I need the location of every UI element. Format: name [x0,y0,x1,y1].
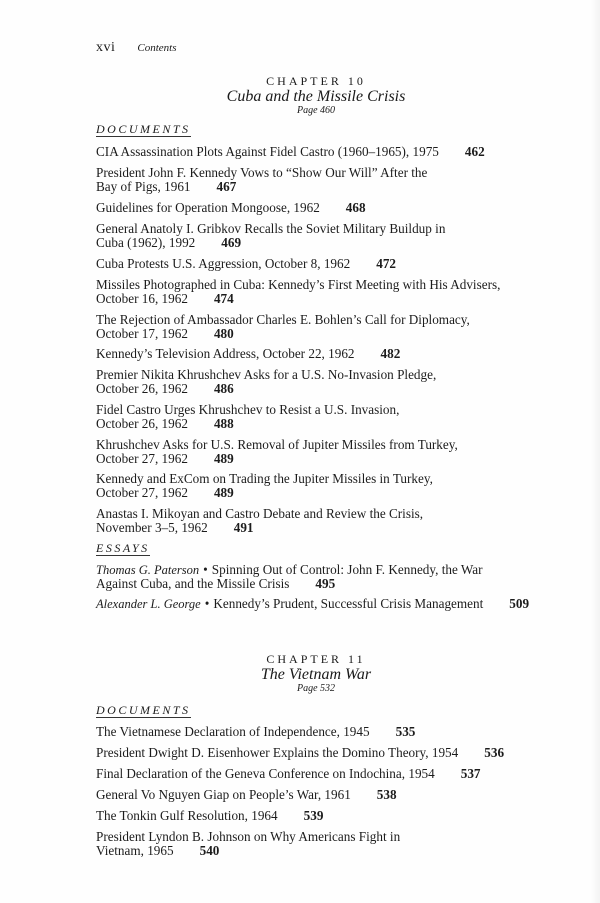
essay-author: Alexander L. George [96,597,201,611]
chapter-10-heading [96,74,536,117]
toc-entry[interactable]: Final Declaration of the Geneva Conference on Indochina, 1954 537 [96,766,481,781]
chapter-label: CHAPTER 10 [266,74,366,88]
bullet-separator: • [204,596,210,611]
toc-entry[interactable]: The Tonkin Gulf Resolution, 1964 539 [96,808,324,823]
running-head [96,40,177,56]
chapter-start-page: Page 460 [296,105,336,116]
page-number: 491 [233,520,254,535]
chapter-label: CHAPTER 11 [266,652,366,666]
toc-entry[interactable]: General Vo Nguyen Giap on People’s War, 1961 538 [96,787,397,802]
page-number: 486 [213,381,234,396]
essay-entry[interactable]: Thomas G. Paterson • Spinning Out of Control: John F. Kennedy, the War Against Cuba, and the Missile Crisis 495 [96,562,483,591]
essay-author: Thomas G. Paterson [96,563,200,577]
page-number: 509 [509,596,530,611]
page-number: 489 [213,451,234,466]
page-number: 482 [380,346,401,361]
toc-entry[interactable]: Kennedy’s Television Address, October 22, 1962 482 [96,346,401,361]
chapter-11-heading [96,652,536,695]
page-number: 539 [303,808,324,823]
page-number: 462 [464,144,485,159]
page-number: 474 [213,291,234,306]
toc-entry[interactable]: Premier Nikita Khrushchev Asks for a U.S. No-Invasion Pledge, October 26, 1962 486 [96,367,437,396]
chapter-title: Cuba and the Missile Crisis [226,88,406,105]
page-number: 535 [395,724,416,739]
bullet-separator: • [203,562,208,577]
toc-entry[interactable]: Khrushchev Asks for U.S. Removal of Jupiter Missiles from Turkey, October 27, 1962 489 [96,437,458,466]
toc-entry[interactable]: The Rejection of Ambassador Charles E. Bohlen’s Call for Diplomacy, October 17, 1962 480 [96,312,470,341]
page-number: 495 [315,576,336,591]
page-number: 536 [484,745,505,760]
toc-entry[interactable]: Cuba Protests U.S. Aggression, October 8, 1962 472 [96,256,396,271]
page-edge-shadow [590,0,600,903]
toc-entry[interactable]: Guidelines for Operation Mongoose, 1962 468 [96,200,366,215]
toc-entry[interactable]: President Lyndon B. Johnson on Why Americans Fight in Vietnam, 1965 540 [96,829,401,858]
chapter-start-page: Page 532 [296,683,336,694]
page-number: 537 [460,766,481,781]
toc-entry[interactable]: Anastas I. Mikoyan and Castro Debate and Review the Crisis, November 3–5, 1962 491 [96,506,424,535]
toc-entry[interactable]: Fidel Castro Urges Khrushchev to Resist a U.S. Invasion, October 26, 1962 488 [96,402,400,431]
toc-entry[interactable]: The Vietnamese Declaration of Independence, 1945 535 [96,724,416,739]
documents-heading: DOCUMENTS [96,703,191,717]
toc-entry[interactable]: President John F. Kennedy Vows to “Show Our Will” After the Bay of Pigs, 1961 467 [96,165,428,194]
essay-entry[interactable]: Alexander L. George • Kennedy’s Prudent, Successful Crisis Management 509 [96,596,530,611]
page-number: 489 [213,485,234,500]
running-title: Contents [137,42,177,54]
page-number: 480 [213,326,234,341]
page-number: 469 [221,235,242,250]
essays-heading: ESSAYS [96,541,150,555]
chapter-title: The Vietnam War [260,666,372,683]
page-folio: xvi [96,40,116,55]
page-number: 467 [216,179,237,194]
toc-entry[interactable]: President Dwight D. Eisenhower Explains the Domino Theory, 1954 536 [96,745,505,760]
page-number: 538 [376,787,397,802]
toc-entry[interactable]: Missiles Photographed in Cuba: Kennedy’s First Meeting with His Advisers, October 16, 1962 474 [96,277,501,306]
toc-entry[interactable]: General Anatoly I. Gribkov Recalls the Soviet Military Buildup in Cuba (1962), 1992 469 [96,221,446,250]
page-number: 488 [213,416,234,431]
toc-entry[interactable]: CIA Assassination Plots Against Fidel Castro (1960–1965), 1975 462 [96,144,485,159]
documents-heading: DOCUMENTS [96,122,191,136]
page-number: 468 [345,200,366,215]
page-number: 540 [199,843,220,858]
toc-entry[interactable]: Kennedy and ExCom on Trading the Jupiter Missiles in Turkey, October 27, 1962 489 [96,471,433,500]
page-number: 472 [376,256,396,271]
